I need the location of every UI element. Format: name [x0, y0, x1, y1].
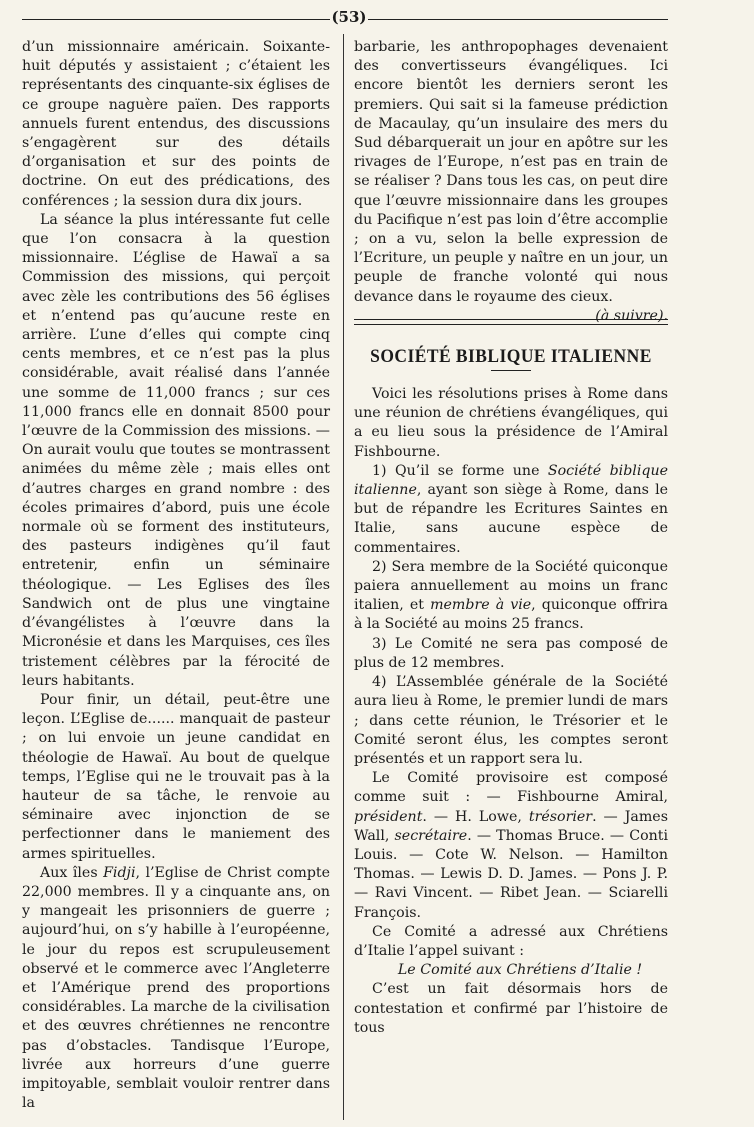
italic-place-name: Fidji	[103, 864, 136, 881]
italic-role: secrétaire	[394, 827, 468, 844]
page-number: (53)	[331, 8, 367, 26]
text-run: , quiconque offrira à la Société au moins 25 francs.	[354, 597, 668, 633]
italic-term: membre à vie	[430, 597, 532, 614]
paragraph: Ce Comité a adressé aux Chrétiens d’Italie l’appel suivant :	[354, 923, 668, 959]
resolution-4: 4) L’Assemblée générale de la Société aura lieu à Rome, le premier lundi de mars ; dans cette réunion, le Trésorier et le Comité seront élus, les comptes seront présentés et un rapport sera lu.	[354, 674, 668, 767]
italic-society-name: Société biblique italienne	[354, 462, 668, 499]
text-run: , ayant son siège à Rome, dans le but de répandre les Ecritures Saintes en Italie, sans aucune espèce de commentaires.	[354, 482, 668, 556]
italic-role: président	[354, 808, 423, 825]
right-column	[354, 38, 668, 1038]
paragraph	[354, 38, 668, 324]
page-header	[0, 6, 754, 30]
paragraph	[22, 864, 330, 1114]
paragraph: La séance la plus intéressante fut celle que l’on consacra à la question missionnaire. L’église de Hawaï a sa Commission des missions, qui perçoit avec zèle les contributions des 56 églises et n’entend pas qu’aucune reste en arrière. L’une d’elles qui compte cinq cents membres, et ce n’est pas la plus considérable, avait réalisé dans l’année une somme de 11,000 francs ; sur ces 11,000 francs elle en donnait 8500 pour l’œuvre de la Commission des missions. — On aurait voulu que toutes se montrassent animées du même zèle ; mais elles ont d’autres charges en grand nombre : des écoles primaires d’abord, puis une école normale où se forment des instituteurs, des pasteurs indigènes qu’il faut entretenir, enfin un séminaire théologique. — Les Eglises des îles Sandwich ont de plus une vingtaine d’évangélistes à l’œuvre dans la Micronésie et dans les Marquises, ces îles tristement célèbres par la férocité de leurs habitants.	[22, 211, 330, 689]
text-run: Le Comité provisoire est composé comme suit : — Fishbourne Amiral,	[354, 770, 668, 806]
resolution-2	[354, 558, 668, 635]
resolution-1	[354, 462, 668, 558]
text-run: Aux îles	[40, 864, 104, 881]
appeal-title: Le Comité aux Chrétiens d’Italie !	[397, 962, 643, 979]
paragraph: C’est un fait désormais hors de contestation et confirmé par l’histoire de tous	[354, 981, 668, 1036]
text-run: 2) Sera membre de la Société quiconque paiera annuellement au moins un franc italien, et	[354, 558, 668, 614]
left-column	[22, 38, 330, 1113]
italic-role: trésorier	[528, 808, 593, 825]
section-title: SOCIÉTÉ BIBLIQUE ITALIENNE	[370, 345, 652, 367]
to-be-continued: (à suivre).	[595, 307, 668, 324]
paragraph: Pour finir, un détail, peut-être une leçon. L’Eglise de...... manquait de pasteur ; on lui envoie un jeune candidat en théologie de Hawaï. Au bout de quelque temps, l’Eglise qui ne le trouvait pas à la hauteur de sa tâche, le renvoie au séminaire avec injonction de se perfectionner dans le maniement des armes spirituelles.	[22, 691, 330, 862]
column-divider	[343, 34, 344, 1120]
committee-list	[354, 769, 668, 923]
resolution-3: 3) Le Comité ne sera pas composé de plus de 12 membres.	[354, 635, 668, 671]
text-run: 1) Qu’il se forme une	[372, 462, 548, 479]
title-underline	[491, 370, 531, 371]
paragraph: Voici les résolutions prises à Rome dans une réunion de chrétiens évangéliques, qui a eu lieu sous la présidence de l’Amiral Fishbourne.	[354, 386, 668, 460]
text-run: . — Thomas Bruce. — Conti Louis. — Cote W. Nelson. — Hamilton Thomas. — Lewis D. D. James. — Pons J. P. — Ravi Vincent. — Ribet Jean. — Sciarelli François.	[354, 827, 668, 921]
text-run: . — H. Lowe,	[422, 808, 529, 825]
text-run: barbarie, les anthropophages devenaient des convertisseurs évangéliques. Ici encore bientôt les derniers seront les premiers. Qui sait si la fameuse prédiction de Macaulay, qu’un insulaire des mers du Sud débarquerait un jour en apôtre sur les rivages de l’Europe, n’est pas en train de se réaliser ? Dans tous les cas, on peut dire que l’œuvre missionnaire dans les groupes du Pacifique n’est pas loin d’être accomplie ; on a vu, selon la belle expression de l’Ecriture, un peuple y naître en un jour, un peuple de franche volonté qui nous devance dans le royaume des cieux.	[354, 39, 668, 305]
header-rule-left	[22, 19, 330, 20]
text-run: . — James Wall,	[354, 808, 668, 844]
paragraph: d’un missionnaire américain. Soixante-huit députés y assistaient ; c’étaient les représentants des cinquante-six églises de ce groupe naguère païen. Des rapports annuels furent entendus, des discussions s’engagèrent sur des détails d’organisation et sur des points de doctrine. On eut des prédications, des conférences ; la session dura dix jours.	[22, 39, 330, 209]
text-run: , l’Eglise de Christ compte 22,000 membres. Il y a cinquante ans, on y mangeait les prisonniers de guerre ; aujourd’hui, on s’y habille à l’européenne, le jour du repos est scrupuleusement observé et le commerce avec l’Angleterre et l’Amérique prend des proportions considérables. La marche de la civilisation et des œuvres chrétiennes ne rencontre pas d’obstacles. Tandisque l’Europe, livrée aux horreurs d’une guerre impitoyable, semblait vouloir rentrer dans la	[22, 864, 330, 1112]
header-rule-right	[368, 19, 668, 20]
